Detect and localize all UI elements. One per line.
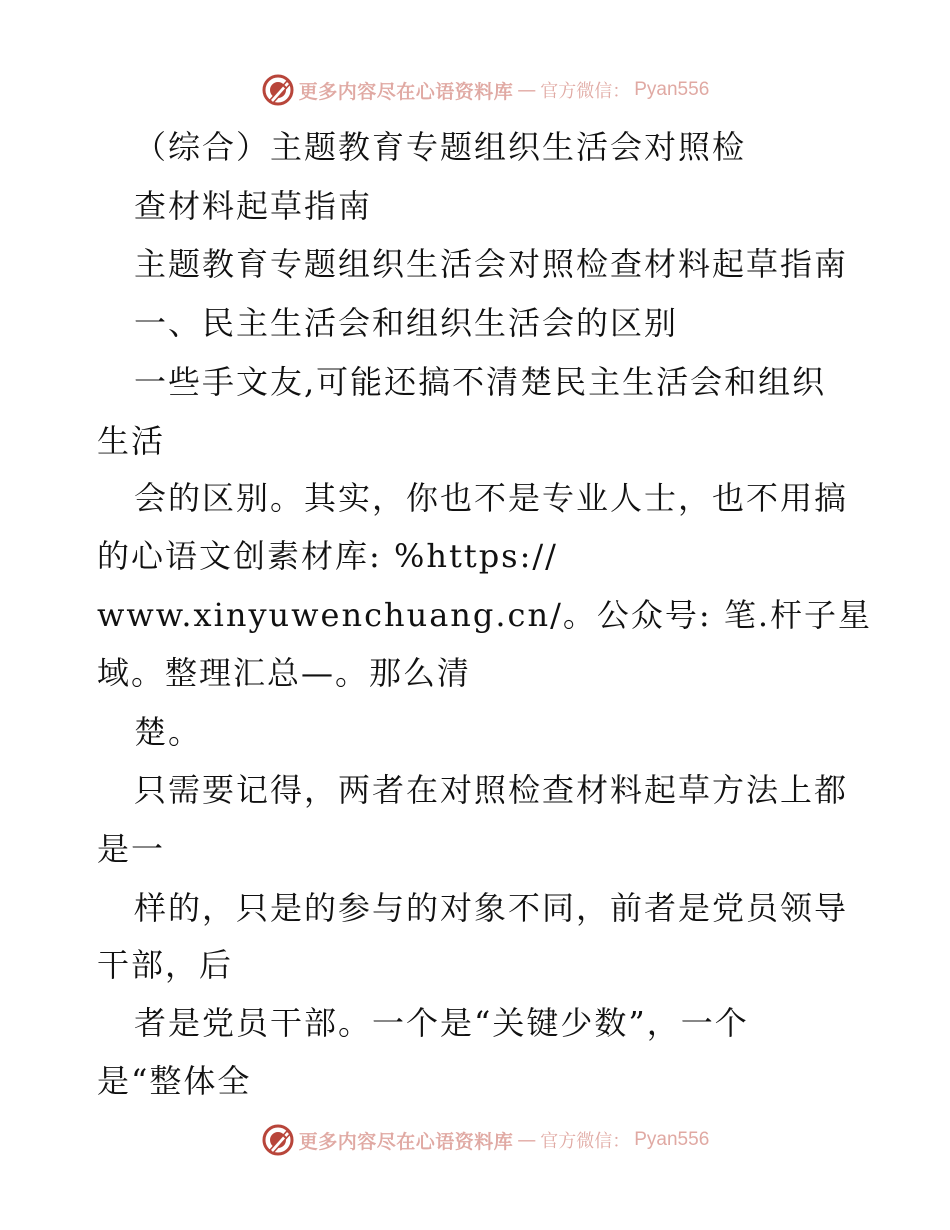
paragraph-line: 者是党员干部。一个是“关键少数”，一个 [134, 1004, 749, 1042]
paragraph-line: 生活 [97, 422, 166, 460]
paragraph-line: 是“整体全 [97, 1062, 252, 1100]
footer-banner-dash: — [517, 1129, 537, 1151]
footer-banner [0, 1118, 950, 1162]
paragraph-line: 的心语文创素材库: %https:// [97, 537, 558, 575]
paragraph-line: 样的，只是的参与的对象不同，前者是党员领导 [134, 889, 849, 927]
section-heading: 一、民主生活会和组织生活会的区别 [134, 304, 679, 342]
pen-logo-icon [261, 1123, 295, 1157]
header-banner-wechat-label: 官方微信： [540, 81, 631, 102]
doc-title-line-2: 查材料起草指南 [134, 187, 373, 225]
footer-banner-wechat-label: 官方微信： [540, 1131, 631, 1152]
pen-logo-icon [261, 73, 295, 107]
paragraph-line: 一些手文友,可能还搞不清楚民主生活会和组织 [134, 363, 827, 401]
paragraph-line: 会的区别。其实，你也不是专业人士，也不用搞 [134, 479, 849, 517]
doc-subtitle: 主题教育专题组织生活会对照检查材料起草指南 [134, 245, 849, 283]
paragraph-line-url: www.xinyuwenchuang.cn/。公众号: 笔.杆子星 [97, 596, 872, 634]
paragraph-line: 楚。 [134, 713, 203, 751]
doc-title-line-1: （综合）主题教育专题组织生活会对照检 [134, 128, 747, 166]
paragraph-line: 是一 [97, 830, 166, 868]
paragraph-line: 域。整理汇总—。那么清 [97, 654, 472, 692]
header-banner-wechat-id: Pyan556 [634, 79, 710, 100]
footer-banner-content [261, 1123, 710, 1157]
header-banner-dash: — [517, 79, 537, 101]
footer-banner-wechat-id: Pyan556 [634, 1129, 710, 1150]
paragraph-line: 干部，后 [97, 946, 234, 984]
header-banner-content [261, 73, 710, 107]
paragraph-line: 只需要记得，两者在对照检查材料起草方法上都 [134, 771, 849, 809]
footer-banner-title: 更多内容尽在心语资料库 [298, 1130, 514, 1153]
header-banner-title: 更多内容尽在心语资料库 [298, 80, 514, 103]
header-banner [0, 68, 950, 112]
